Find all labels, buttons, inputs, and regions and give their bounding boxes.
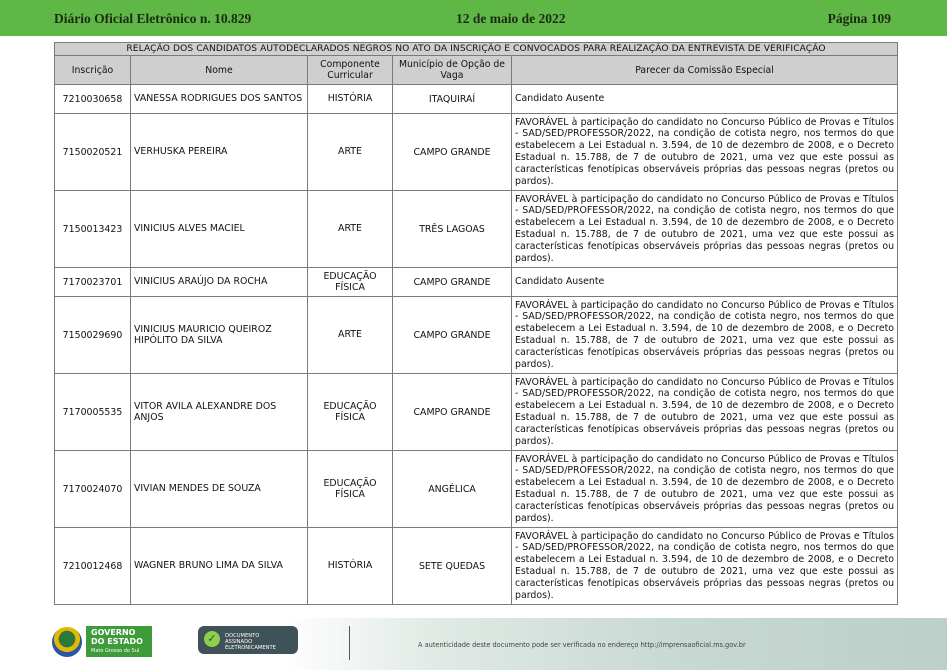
cell-componente: HISTÓRIA <box>308 528 393 605</box>
cell-inscricao: 7170023701 <box>55 268 131 297</box>
cell-nome: WAGNER BRUNO LIMA DA SILVA <box>131 528 308 605</box>
cell-parecer: FAVORÁVEL à participação do candidato no Concurso Público de Provas e Títulos - SAD/SED/PROFESSOR/2022, na condição de cotista negro, nos termos do que estabelecem a Lei Estadual n. 3.594, de 10 de dezembro de 2008, e o Decreto Estadual n. 15.788, de 7 de outubro de 2021, uma vez que este possui as características fenotípicas observáveis próprias das pessoas negras (pretos ou pardos). <box>512 114 898 191</box>
issue-date: 12 de maio de 2022 <box>456 11 566 26</box>
cell-componente: HISTÓRIA <box>308 85 393 114</box>
cell-componente: EDUCAÇÃO FÍSICA <box>308 374 393 451</box>
cell-municipio: CAMPO GRANDE <box>393 297 512 374</box>
header-bar <box>0 0 947 36</box>
col-header-parecer: Parecer da Comissão Especial <box>512 56 898 85</box>
cell-municipio: CAMPO GRANDE <box>393 374 512 451</box>
cell-parecer: FAVORÁVEL à participação do candidato no Concurso Público de Provas e Títulos - SAD/SED/PROFESSOR/2022, na condição de cotista negro, nos termos do que estabelecem a Lei Estadual n. 3.594, de 10 de dezembro de 2008, e o Decreto Estadual n. 15.788, de 7 de outubro de 2021, uma vez que este possui as características fenotípicas observáveis próprias das pessoas negras (pretos ou pardos). <box>512 191 898 268</box>
cell-inscricao: 7210012468 <box>55 528 131 605</box>
cell-componente: ARTE <box>308 114 393 191</box>
cell-parecer: FAVORÁVEL à participação do candidato no Concurso Público de Provas e Títulos - SAD/SED/PROFESSOR/2022, na condição de cotista negro, nos termos do que estabelecem a Lei Estadual n. 3.594, de 10 de dezembro de 2008, e o Decreto Estadual n. 15.788, de 7 de outubro de 2021, uma vez que este possui as características fenotípicas observáveis próprias das pessoas negras (pretos ou pardos). <box>512 528 898 605</box>
cell-inscricao: 7170024070 <box>55 451 131 528</box>
cell-nome: VIVIAN MENDES DE SOUZA <box>131 451 308 528</box>
table-row <box>55 528 898 605</box>
cell-componente: ARTE <box>308 297 393 374</box>
page-number: Página 109 <box>827 11 891 26</box>
cell-municipio: SETE QUEDAS <box>393 528 512 605</box>
cell-nome: VINICIUS ALVES MACIEL <box>131 191 308 268</box>
cell-parecer: FAVORÁVEL à participação do candidato no Concurso Público de Provas e Títulos - SAD/SED/PROFESSOR/2022, na condição de cotista negro, nos termos do que estabelecem a Lei Estadual n. 3.594, de 10 de dezembro de 2008, e o Decreto Estadual n. 15.788, de 7 de outubro de 2021, uma vez que este possui as características fenotípicas observáveis próprias das pessoas negras (pretos ou pardos). <box>512 451 898 528</box>
table-row <box>55 451 898 528</box>
cell-municipio: ITAQUIRAÍ <box>393 85 512 114</box>
cell-parecer: FAVORÁVEL à participação do candidato no Concurso Público de Provas e Títulos - SAD/SED/PROFESSOR/2022, na condição de cotista negro, nos termos do que estabelecem a Lei Estadual n. 3.594, de 10 de dezembro de 2008, e o Decreto Estadual n. 15.788, de 7 de outubro de 2021, uma vez que este possui as características fenotípicas observáveis próprias das pessoas negras (pretos ou pardos). <box>512 297 898 374</box>
state-crest-icon <box>52 627 82 657</box>
col-header-municipio: Município de Opção de Vaga <box>393 56 512 85</box>
cell-componente: ARTE <box>308 191 393 268</box>
cell-parecer: FAVORÁVEL à participação do candidato no Concurso Público de Provas e Títulos - SAD/SED/PROFESSOR/2022, na condição de cotista negro, nos termos do que estabelecem a Lei Estadual n. 3.594, de 10 de dezembro de 2008, e o Decreto Estadual n. 15.788, de 7 de outubro de 2021, uma vez que este possui as características fenotípicas observáveis próprias das pessoas negras (pretos ou pardos). <box>512 374 898 451</box>
col-header-componente: Componente Curricular <box>308 56 393 85</box>
cell-municipio: ANGÉLICA <box>393 451 512 528</box>
candidates-table <box>54 42 898 605</box>
table-row <box>55 374 898 451</box>
cell-inscricao: 7150020521 <box>55 114 131 191</box>
table-row <box>55 114 898 191</box>
cell-nome: VINICIUS ARAÚJO DA ROCHA <box>131 268 308 297</box>
cell-nome: VANESSA RODRIGUES DOS SANTOS <box>131 85 308 114</box>
col-header-inscricao: Inscrição <box>55 56 131 85</box>
table-title: RELAÇÃO DOS CANDIDATOS AUTODECLARADOS NEGROS NO ATO DA INSCRIÇÃO E CONVOCADOS PARA REALIZAÇÃO DA ENTREVISTA DE VERIFICAÇÃO <box>55 43 898 56</box>
electronic-signature-seal: ✓ DOCUMENTO ASSINADO ELETRONICAMENTE <box>198 626 298 654</box>
table-row <box>55 85 898 114</box>
cell-inscricao: 7150013423 <box>55 191 131 268</box>
journal-title: Diário Oficial Eletrônico n. 10.829 <box>54 11 252 26</box>
cell-componente: EDUCAÇÃO FÍSICA <box>308 268 393 297</box>
authenticity-notice: A autenticidade deste documento pode ser verificada no endereço http://imprensaoficial.ms.gov.br <box>418 641 746 649</box>
government-logo <box>52 624 152 658</box>
government-wordmark: GOVERNO DO ESTADO Mato Grosso do Sul <box>86 626 152 657</box>
cell-nome: VINICIUS MAURICIO QUEIROZ HIPÓLITO DA SILVA <box>131 297 308 374</box>
cell-inscricao: 7210030658 <box>55 85 131 114</box>
cell-municipio: CAMPO GRANDE <box>393 268 512 297</box>
cell-inscricao: 7170005535 <box>55 374 131 451</box>
cell-nome: VERHUSKA PEREIRA <box>131 114 308 191</box>
footer-divider <box>349 626 350 660</box>
table-row <box>55 191 898 268</box>
cell-municipio: CAMPO GRANDE <box>393 114 512 191</box>
table-row <box>55 297 898 374</box>
cell-parecer: Candidato Ausente <box>512 268 898 297</box>
footer <box>0 618 947 670</box>
cell-componente: EDUCAÇÃO FÍSICA <box>308 451 393 528</box>
cell-municipio: TRÊS LAGOAS <box>393 191 512 268</box>
checkmark-icon: ✓ <box>204 631 220 647</box>
cell-nome: VITOR AVILA ALEXANDRE DOS ANJOS <box>131 374 308 451</box>
table-row <box>55 268 898 297</box>
cell-inscricao: 7150029690 <box>55 297 131 374</box>
col-header-nome: Nome <box>131 56 308 85</box>
cell-parecer: Candidato Ausente <box>512 85 898 114</box>
